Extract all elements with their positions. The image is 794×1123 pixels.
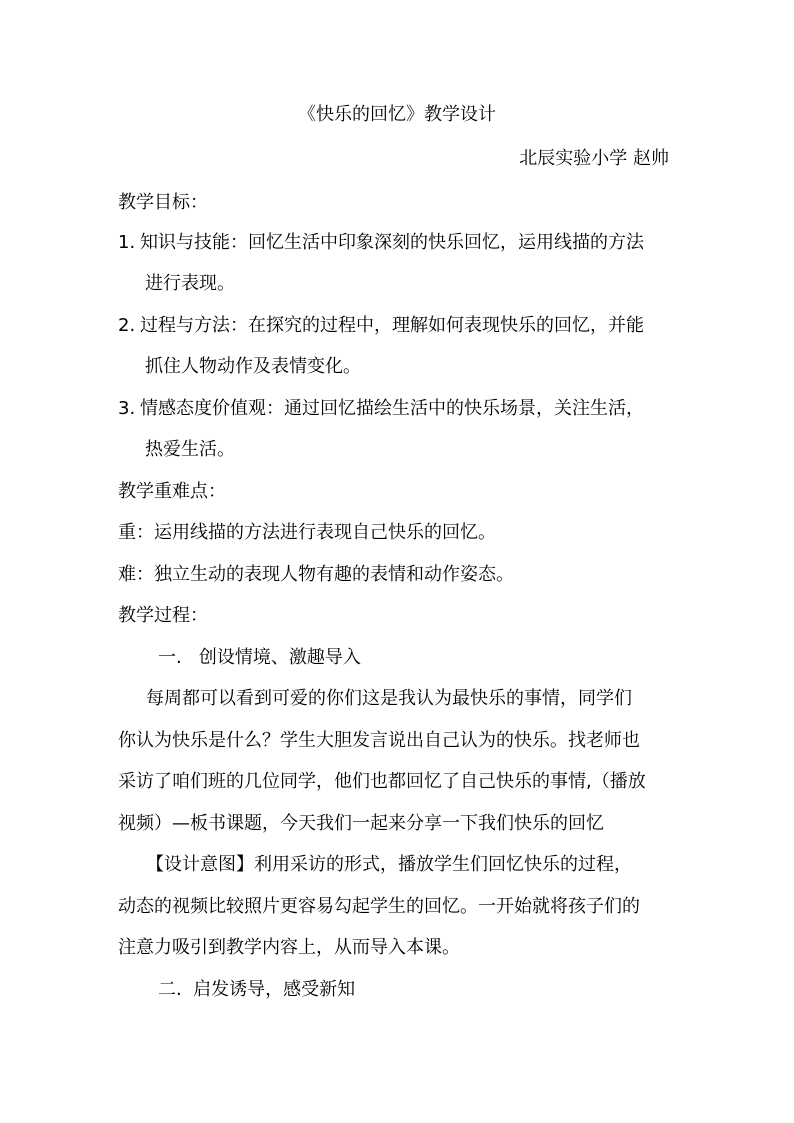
difficult-point: 难：独立生动的表现人物有趣的表情和动作姿态。 xyxy=(118,564,514,585)
paragraph-line: 采访了咱们班的几位同学，他们也都回忆了自己快乐的事情,（播放 xyxy=(118,771,646,792)
process-heading: 教学过程： xyxy=(118,605,208,626)
document-author: 北辰实验小学 赵帅 xyxy=(519,148,669,169)
objective-text: 知识与技能：回忆生活中印象深刻的快乐回忆，运用线描的方法 xyxy=(140,232,644,253)
design-intent-line: 动态的视频比较照片更容易勾起学生的回忆。一开始就将孩子们的 xyxy=(118,896,640,917)
objective-item-1-cont: 进行表现。 xyxy=(145,273,235,294)
objective-number: 3. xyxy=(118,398,136,419)
document-title: 《快乐的回忆》教学设计 xyxy=(298,104,496,125)
key-point: 重：运用线描的方法进行表现自己快乐的回忆。 xyxy=(118,522,496,543)
paragraph-line: 视频）—板书课题，今天我们一起来分享一下我们快乐的回忆 xyxy=(118,813,604,834)
section-1-title: 一. 创设情境、激趣导入 xyxy=(158,647,361,668)
section-2-title: 二. 启发诱导，感受新知 xyxy=(158,979,356,1000)
design-intent-line: 【设计意图】利用采访的形式，播放学生们回忆快乐的过程， xyxy=(146,854,632,875)
paragraph-line: 每周都可以看到可爱的你们这是我认为最快乐的事情，同学们 xyxy=(146,688,632,709)
objective-number: 2. xyxy=(118,315,136,336)
design-intent-line: 注意力吸引到教学内容上，从而导入本课。 xyxy=(118,937,460,958)
key-points-heading: 教学重难点： xyxy=(118,481,226,502)
objective-item-1 xyxy=(118,231,644,255)
objective-item-2 xyxy=(118,314,644,338)
objective-text: 过程与方法：在探究的过程中，理解如何表现快乐的回忆，并能 xyxy=(140,315,644,336)
objective-item-2-cont: 抓住人物动作及表情变化。 xyxy=(145,356,361,377)
objectives-heading: 教学目标： xyxy=(118,192,208,213)
objective-item-3-cont: 热爱生活。 xyxy=(145,439,235,460)
objective-text: 情感态度价值观：通过回忆描绘生活中的快乐场景，关注生活， xyxy=(140,398,644,419)
objective-item-3 xyxy=(118,397,644,421)
objective-number: 1. xyxy=(118,232,136,253)
paragraph-line: 你认为快乐是什么？学生大胆发言说出自己认为的快乐。找老师也 xyxy=(118,730,640,751)
